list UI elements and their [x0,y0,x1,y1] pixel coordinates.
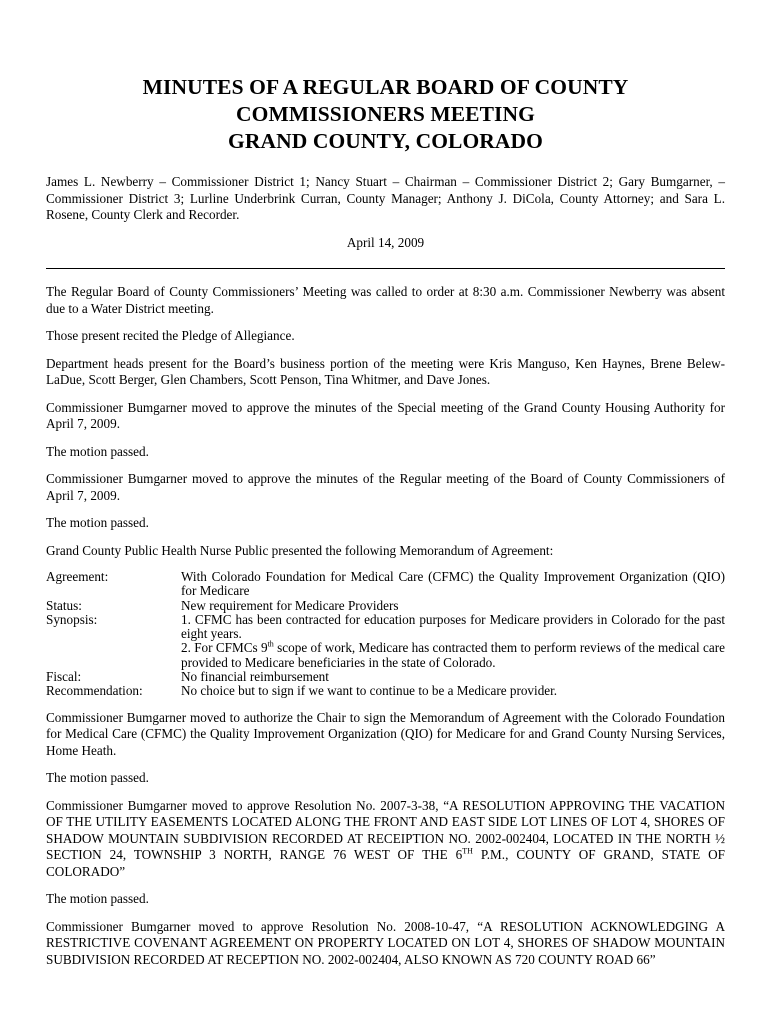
memo-value: No financial reimbursement [181,669,329,685]
document-title [46,0,725,155]
synopsis-item-1: 1. CFMC has been contracted for education purposes for Medicare providers in Colorado for the past eight years. [181,611,725,642]
memo-label: Recommendation: [46,683,143,699]
ordinal-superscript: th [267,640,274,650]
motion-result: The motion passed. [46,891,149,907]
pledge-paragraph: Those present recited the Pledge of Allegiance. [46,328,295,343]
horizontal-rule [46,268,725,269]
memo-label: Fiscal: [46,669,82,685]
memo-row-fiscal [46,670,725,684]
synopsis-item-2 [181,641,725,670]
memo-value [181,613,725,670]
memo-row-recommendation [46,684,725,698]
memo-value: No choice but to sign if we want to continue to be a Medicare provider. [181,683,558,699]
motion-result: The motion passed. [46,443,149,459]
housing-minutes-motion: Commissioner Bumgarner moved to approve the minutes of the Special meeting of the Grand County Housing Authority for April 7, 2009. [46,399,725,431]
title-line-3: GRAND COUNTY, COLORADO [228,129,543,153]
cfmc-agreement-motion: Commissioner Bumgarner moved to authorize the Chair to sign the Memorandum of Agreement with the Colorado Foundation for Medical Care (CFMC) the Quality Improvement Organization (QIO) for Medicare for and Grand County Nursing Services, Home Heath. [46,709,725,758]
memo-label: Agreement: [46,569,109,584]
memo-row-synopsis [46,613,725,670]
memorandum-intro: Grand County Public Health Nurse Public presented the following Memorandum of Agreement: [46,542,554,558]
memo-value: New requirement for Medicare Providers [181,597,399,613]
resolution-2007-3-38-motion [46,798,725,881]
attendees-paragraph: James L. Newberry – Commissioner District 1; Nancy Stuart – Chairman – Commissioner District 2; Gary Bumgarner, – Commissioner District 3; Lurline Underbrink Curran, County Manager; Anthony J. DiCola, County Attorney; and Sara L. Rosene, County Clerk and Recorder. [46,174,725,222]
resolution-text: P.M., COUNTY OF GRAND, STATE OF COLORADO” [46,847,725,879]
ordinal-superscript: TH [462,846,473,856]
memo-value: With Colorado Foundation for Medical Care (CFMC) the Quality Improvement Organization (QIO) for Medicare [181,569,725,599]
title-line-1: MINUTES OF A REGULAR BOARD OF COUNTY [142,75,629,99]
memorandum-table [46,570,725,699]
resolution-2008-10-47-motion: Commissioner Bumgarner moved to approve Resolution No. 2008-10-47, “A RESOLUTION ACKNOWLEDGING A RESTRICTIVE COVENANT AGREEMENT ON PROPERTY LOCATED ON LOT 4, SHORES OF SHADOW MOUNTAIN SUBDIVISION RECORDED AT RECEPTION NO. 2002-002404, ALSO KNOWN AS 720 COUNTY ROAD 66” [46,918,725,967]
board-minutes-motion: Commissioner Bumgarner moved to approve the minutes of the Regular meeting of the Board of County Commissioners of April 7, 2009. [46,471,725,503]
meeting-date: April 14, 2009 [346,234,425,250]
title-line-2: COMMISSIONERS MEETING [236,102,535,126]
memo-row-status [46,599,725,613]
memo-row-agreement [46,570,725,599]
call-to-order-paragraph: The Regular Board of County Commissioners’ Meeting was called to order at 8:30 a.m. Commissioner Newberry was absent due to a Water District meeting. [46,284,725,316]
resolution-text: Commissioner Bumgarner moved to approve Resolution No. 2007-3-38, “A RESOLUTION APPROVING THE VACATION OF THE UTILITY EASEMENTS LOCATED ALONG THE FRONT AND EAST SIDE LOT LINES OF LOT 4, SHORES OF SHADOW MOUNTAIN SUBDIVISION RECORDED AT RECEIPTION NO. 2002-002404, LOCATED IN THE NORTH ½ SECTION 24, TOWNSHIP 3 NORTH, RANGE 76 WEST OF THE 6 [46,797,725,863]
synopsis-item-2-text: 2. For CFMCs 9 [181,640,268,656]
motion-result: The motion passed. [46,770,149,786]
memo-label: Status: [46,597,82,613]
motion-result: The motion passed. [46,515,149,530]
department-heads-paragraph: Department heads present for the Board’s business portion of the meeting were Kris Manguso, Ken Haynes, Brene Belew-LaDue, Scott Berger, Glen Chambers, Scott Penson, Tina Whitmer, and Dave Jones. [46,355,725,387]
memo-label: Synopsis: [46,611,98,627]
synopsis-item-2-text: scope of work, Medicare has contracted them to perform reviews of the medical care provided to Medicare beneficiaries in the state of Colorado. [181,640,725,670]
